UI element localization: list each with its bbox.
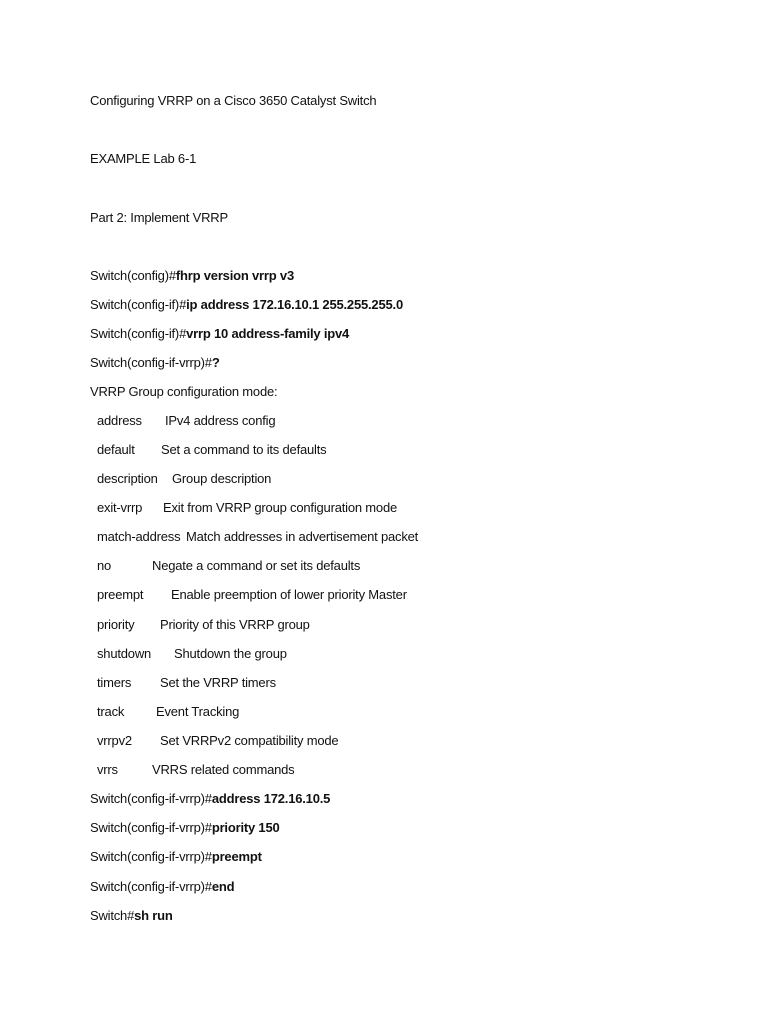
command-text: ip address 172.16.10.1 255.255.255.0 (186, 297, 403, 312)
part-heading: Part 2: Implement VRRP (90, 210, 228, 225)
option-command: exit-vrrp (97, 500, 143, 515)
option-description: Event Tracking (156, 704, 240, 719)
option-command: description (97, 471, 158, 486)
option-command: shutdown (97, 646, 152, 661)
command-line (90, 879, 234, 895)
command-line (90, 908, 173, 924)
command-line (90, 326, 349, 342)
command-text: fhrp version vrrp v3 (175, 268, 294, 283)
option-command: vrrs (97, 762, 118, 777)
command-line (90, 820, 280, 836)
option-description: Set the VRRP timers (160, 675, 276, 690)
command-prompt: Switch(config-if)# (90, 297, 187, 312)
document-title: Configuring VRRP on a Cisco 3650 Catalyst Switch (90, 93, 377, 108)
command-text: vrrp 10 address-family ipv4 (186, 326, 350, 341)
command-line (90, 355, 220, 371)
command-prompt: Switch(config-if-vrrp)# (90, 820, 212, 835)
option-description: Shutdown the group (174, 646, 287, 661)
option-description: IPv4 address config (165, 413, 276, 428)
command-prompt: Switch(config-if-vrrp)# (90, 849, 212, 864)
option-command: match-address (97, 529, 181, 544)
command-prompt: Switch# (90, 908, 135, 923)
option-command: timers (97, 675, 132, 690)
command-prompt: Switch(config-if-vrrp)# (90, 355, 212, 370)
option-description: Group description (172, 471, 272, 486)
option-description: Enable preemption of lower priority Master (171, 587, 407, 602)
option-description: Set VRRPv2 compatibility mode (160, 733, 339, 748)
command-prompt: Switch(config-if)# (90, 326, 187, 341)
command-prompt: Switch(config-if-vrrp)# (90, 791, 212, 806)
option-description: Match addresses in advertisement packet (186, 529, 419, 544)
command-line (90, 791, 330, 807)
command-line (90, 849, 262, 865)
command-text: end (211, 879, 235, 894)
option-description: Priority of this VRRP group (160, 617, 310, 632)
command-line (90, 297, 403, 313)
option-command: address (97, 413, 142, 428)
option-description: Set a command to its defaults (161, 442, 327, 457)
command-prompt: Switch(config)# (90, 268, 176, 283)
option-command: default (97, 442, 135, 457)
command-text: preempt (211, 849, 262, 864)
option-description: VRRS related commands (152, 762, 295, 777)
lab-label: EXAMPLE Lab 6-1 (90, 151, 197, 166)
command-text: sh run (134, 908, 173, 923)
command-prompt: Switch(config-if-vrrp)# (90, 879, 212, 894)
command-text: address 172.16.10.5 (211, 791, 331, 806)
option-command: no (97, 558, 112, 573)
option-description: Negate a command or set its defaults (152, 558, 361, 573)
option-command: vrrpv2 (97, 733, 132, 748)
mode-heading: VRRP Group configuration mode: (90, 384, 278, 399)
command-line (90, 268, 294, 284)
command-text: priority 150 (211, 820, 280, 835)
option-command: track (97, 704, 125, 719)
option-description: Exit from VRRP group configuration mode (163, 500, 398, 515)
option-command: priority (97, 617, 135, 632)
command-text: ? (211, 355, 220, 370)
option-command: preempt (97, 587, 144, 602)
